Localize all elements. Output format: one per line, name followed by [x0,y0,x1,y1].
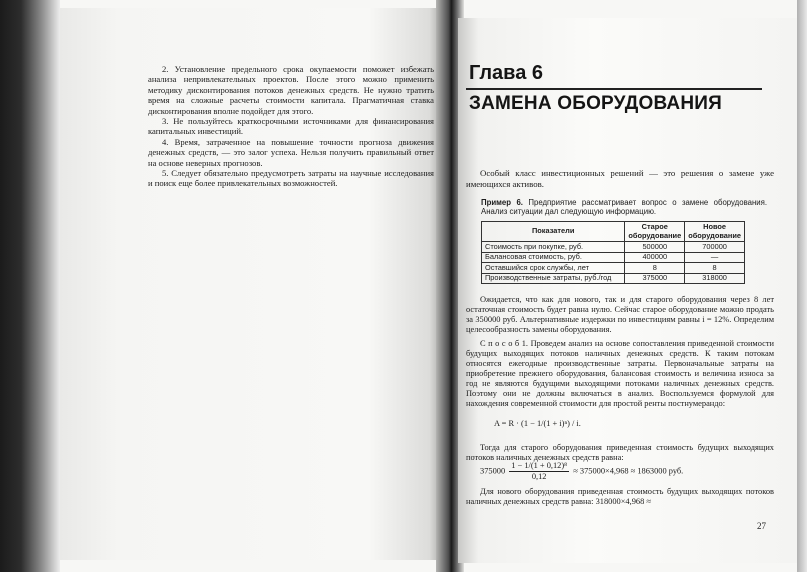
left-paragraph-4: 4. Время, затраченное на повышение точности прогноза движения денежных средств, — это залог успеха. Нельзя получить правильный ответ на основе неверных прогнозов. [148,136,434,168]
table-header: Старое оборудование [625,222,685,242]
calc-result: ≈ 375000×4,968 ≈ 1863000 руб. [573,466,684,476]
table-cell: Стоимость при покупке, руб. [482,242,625,253]
table-cell: — [685,252,745,263]
left-paragraph-3: 3. Не пользуйтесь краткосрочными источниками для финансирования капитальных инвестиций. [148,116,434,137]
left-paragraph-5: 5. Следует обязательно предусмотреть затраты на научные исследования и поиск еще более привлекательных возможностей. [148,168,434,189]
page-number: 27 [757,521,766,531]
paragraph-new-equipment [466,487,774,507]
example-paragraph [481,198,767,217]
intro-text: Особый класс инвестиционных решений — это решения о замене уже имеющихся активов. [466,168,774,189]
scan-right-edge [797,0,807,572]
paragraph-old-equipment [466,443,774,463]
table-cell: Производственные затраты, руб./год [482,273,625,284]
example-text: Предприятие рассматривает вопрос о замене оборудования. Анализ ситуации дал следующую информацию. [481,198,768,217]
paragraph-method-1 [466,339,774,409]
table-header: Показатели [482,222,625,242]
table-row [482,242,745,253]
paragraph-text: Тогда для старого оборудования приведенная стоимость будущих выходящих потоков наличных денежных средств равна: [466,443,774,462]
example-label: Пример 6. [481,198,523,207]
chapter-number: Глава 6 [469,62,544,84]
table-header: Новое оборудование [685,222,745,242]
left-page-text [148,64,434,189]
scan-left-shadow [0,0,60,572]
table-header-row [482,222,745,242]
chapter-rule [466,88,762,90]
table-cell: 375000 [625,273,685,284]
table-row [482,273,745,284]
calc-numerator: 1 − 1/(1 + 0,12)⁸ [511,461,568,470]
table-cell: Оставшийся срок службы, лет [482,263,625,274]
paragraph-text: С п о с о б 1. Проведем анализ на основе сопоставления приведенной стоимости будущих выходящих потоков наличных денежных средств. К таким потокам относятся ежегодные производственные затраты. Первоначальные затраты на приобретение прежнего оборудования, балансовая стоимость и величина износа за год не являются будущими выходящими потоками наличных денежных средств. Поэтому они не должны включаться в анализ. Воспользуемся формулой для нахождения современной стоимости для простой ренты постнумерандо: [466,339,774,408]
table-cell: 318000 [685,273,745,284]
equipment-table [481,221,745,284]
table-cell: 8 [625,263,685,274]
paragraph-expectation [466,295,774,335]
paragraph-text: Ожидается, что как для нового, так и для старого оборудования через 8 лет остаточная стоимость будет равна нулю. Сейчас старое оборудование можно продать за 350000 руб. Альтернативные издержки по инвестициям равны i = 12%. Определим целесообразность замены оборудования. [466,295,774,334]
table-cell: 8 [685,263,745,274]
paragraph-text: Для нового оборудования приведенная стоимость будущих выходящих потоков наличных денежных средств равна: 318000×4,968 ≈ [466,487,774,506]
table-cell: Балансовая стоимость, руб. [482,252,625,263]
table-cell: 500000 [625,242,685,253]
calc-lead: 375000 [480,466,506,476]
annuity-formula [466,419,774,429]
table-cell: 700000 [685,242,745,253]
table-row [482,263,745,274]
calc-denominator: 0,12 [531,472,547,481]
chapter-title: ЗАМЕНА ОБОРУДОВАНИЯ [469,93,722,114]
calc-fraction [509,461,569,482]
table-row [482,252,745,263]
formula-text: A = R · (1 − 1/(1 + i)ⁿ) / i. [494,419,581,428]
left-paragraph-2: 2. Установление предельного срока окупаемости поможет избежать анализа непривлекательных проектов. После этого можно применить методику дисконтирования потоков денежных средств. Не нужно тратить время на сложные расчеты стоимости капитала. Прагматичная ставка дисконтирования вполне подойдет для этого. [148,64,434,116]
intro-paragraph [466,168,774,190]
old-equipment-calculation [480,461,760,482]
table-cell: 400000 [625,252,685,263]
